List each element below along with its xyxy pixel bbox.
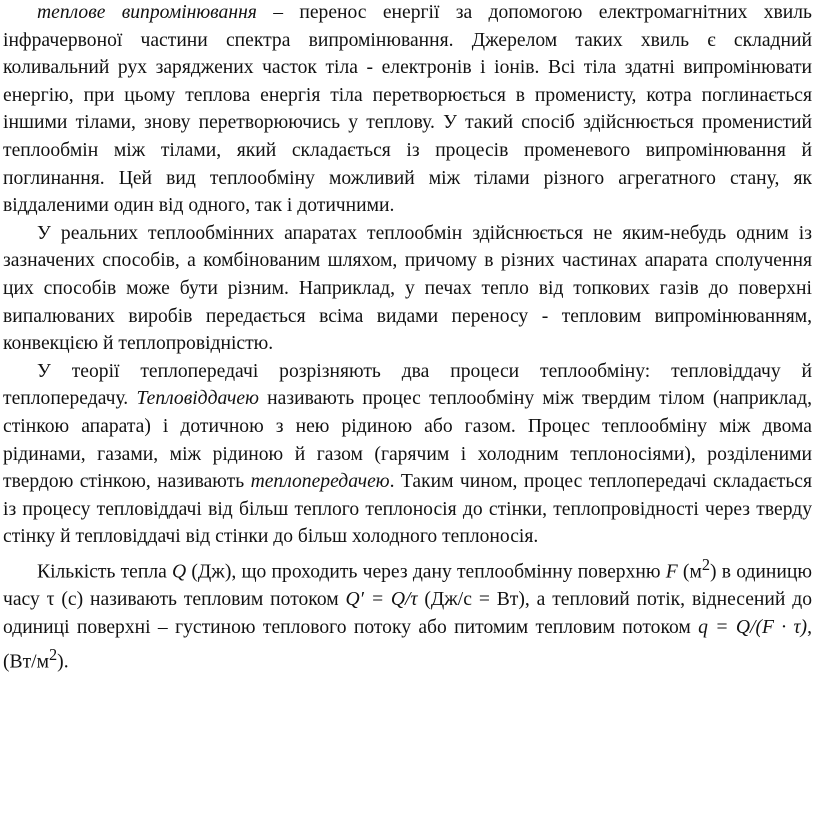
paragraph-text: – перенос енергії за допомогою електромагнітних хвиль інфрачервоної частини спектра випромінювання. Джерелом таких хвиль є складний коливальний рух заряджених часток тіла - електронів і іонів. Всі тіла здатні випромінювати енергію, при цьому теплова енергія тіла перетворюється в променисту, котра поглинається іншими тілами, знову перетворюючись у теплову. У такий спосіб здійснюється променистий теплообмін між тілами, який складається із процесів променевого випромінювання й поглинання. Цей вид теплообміну можливий між тілами різного агрегатного стану, як віддаленими один від одного, так і дотичними. [3,2,812,217]
term-heat-emission: Тепловіддачею [136,388,259,410]
paragraph-heat-flux [3,551,812,676]
paragraph-text: ) в одиницю часу τ (с) називають тепловим потоком [3,561,813,610]
paragraph-text: . Таким чином, процес теплопередачі складається із процесу тепловіддачі від більш теплого теплоносія до стінки, теплопровідності через тверду стінку й тепловіддачі від стінки до більш холодного теплоносія. [3,471,812,548]
paragraph-text: , (Вт/м [3,616,812,673]
paragraph-combined-heat-exchange [3,220,812,358]
superscript-2: 2 [49,645,58,665]
paragraph-text: У реальних теплообмінних апаратах теплообмін здійснюється не яким-небудь одним із зазначених способів, а комбінованим шляхом, причому в різних частинах апарата сполучення цих способів може бути різним. Наприклад, у печах тепло від топкових газів до поверхні випалюваних виробів передається всіма видами переносу - тепловим випромінюванням, конвекцією й теплопровідністю. [3,222,812,355]
formula-heat-flux-density: q = Q/(F · τ) [698,616,808,638]
paragraph-text: (Дж), що проходить через дану теплообмінну поверхню [186,561,666,583]
paragraph-text: називають процес теплообміну між твердим тілом (наприклад, стінкою апарата) і дотичною з нею рідиною або газом. Процес теплообміну між двома рідинами, газами, між рідиною й газом (гарячим і холодним теплоносіями), розділеними твердою стінкою, називають [3,388,812,493]
paragraph-text: У теорії теплопередачі розрізняють два процеси теплообміну: тепловіддачу й теплопередачу. [3,360,812,410]
symbol-f: F [665,561,678,583]
term-thermal-radiation: теплове випромінювання [37,2,257,23]
paragraph-text: (Дж/с = Вт), а тепловий потік, віднесений до одиниці поверхні – густиною теплового потоку або питомим тепловим потоком [3,589,812,638]
paragraph-thermal-radiation [3,0,812,220]
paragraph-text: Кількість тепла [37,561,173,583]
paragraph-heat-transfer-theory [3,358,812,551]
formula-heat-flow: Q′ = Q/τ [345,589,418,610]
symbol-q: Q [172,561,187,583]
paragraph-text: ). [57,651,69,673]
superscript-2: 2 [701,554,711,574]
paragraph-text: (м [677,561,702,583]
term-heat-transfer: теплопередачею [250,471,390,493]
